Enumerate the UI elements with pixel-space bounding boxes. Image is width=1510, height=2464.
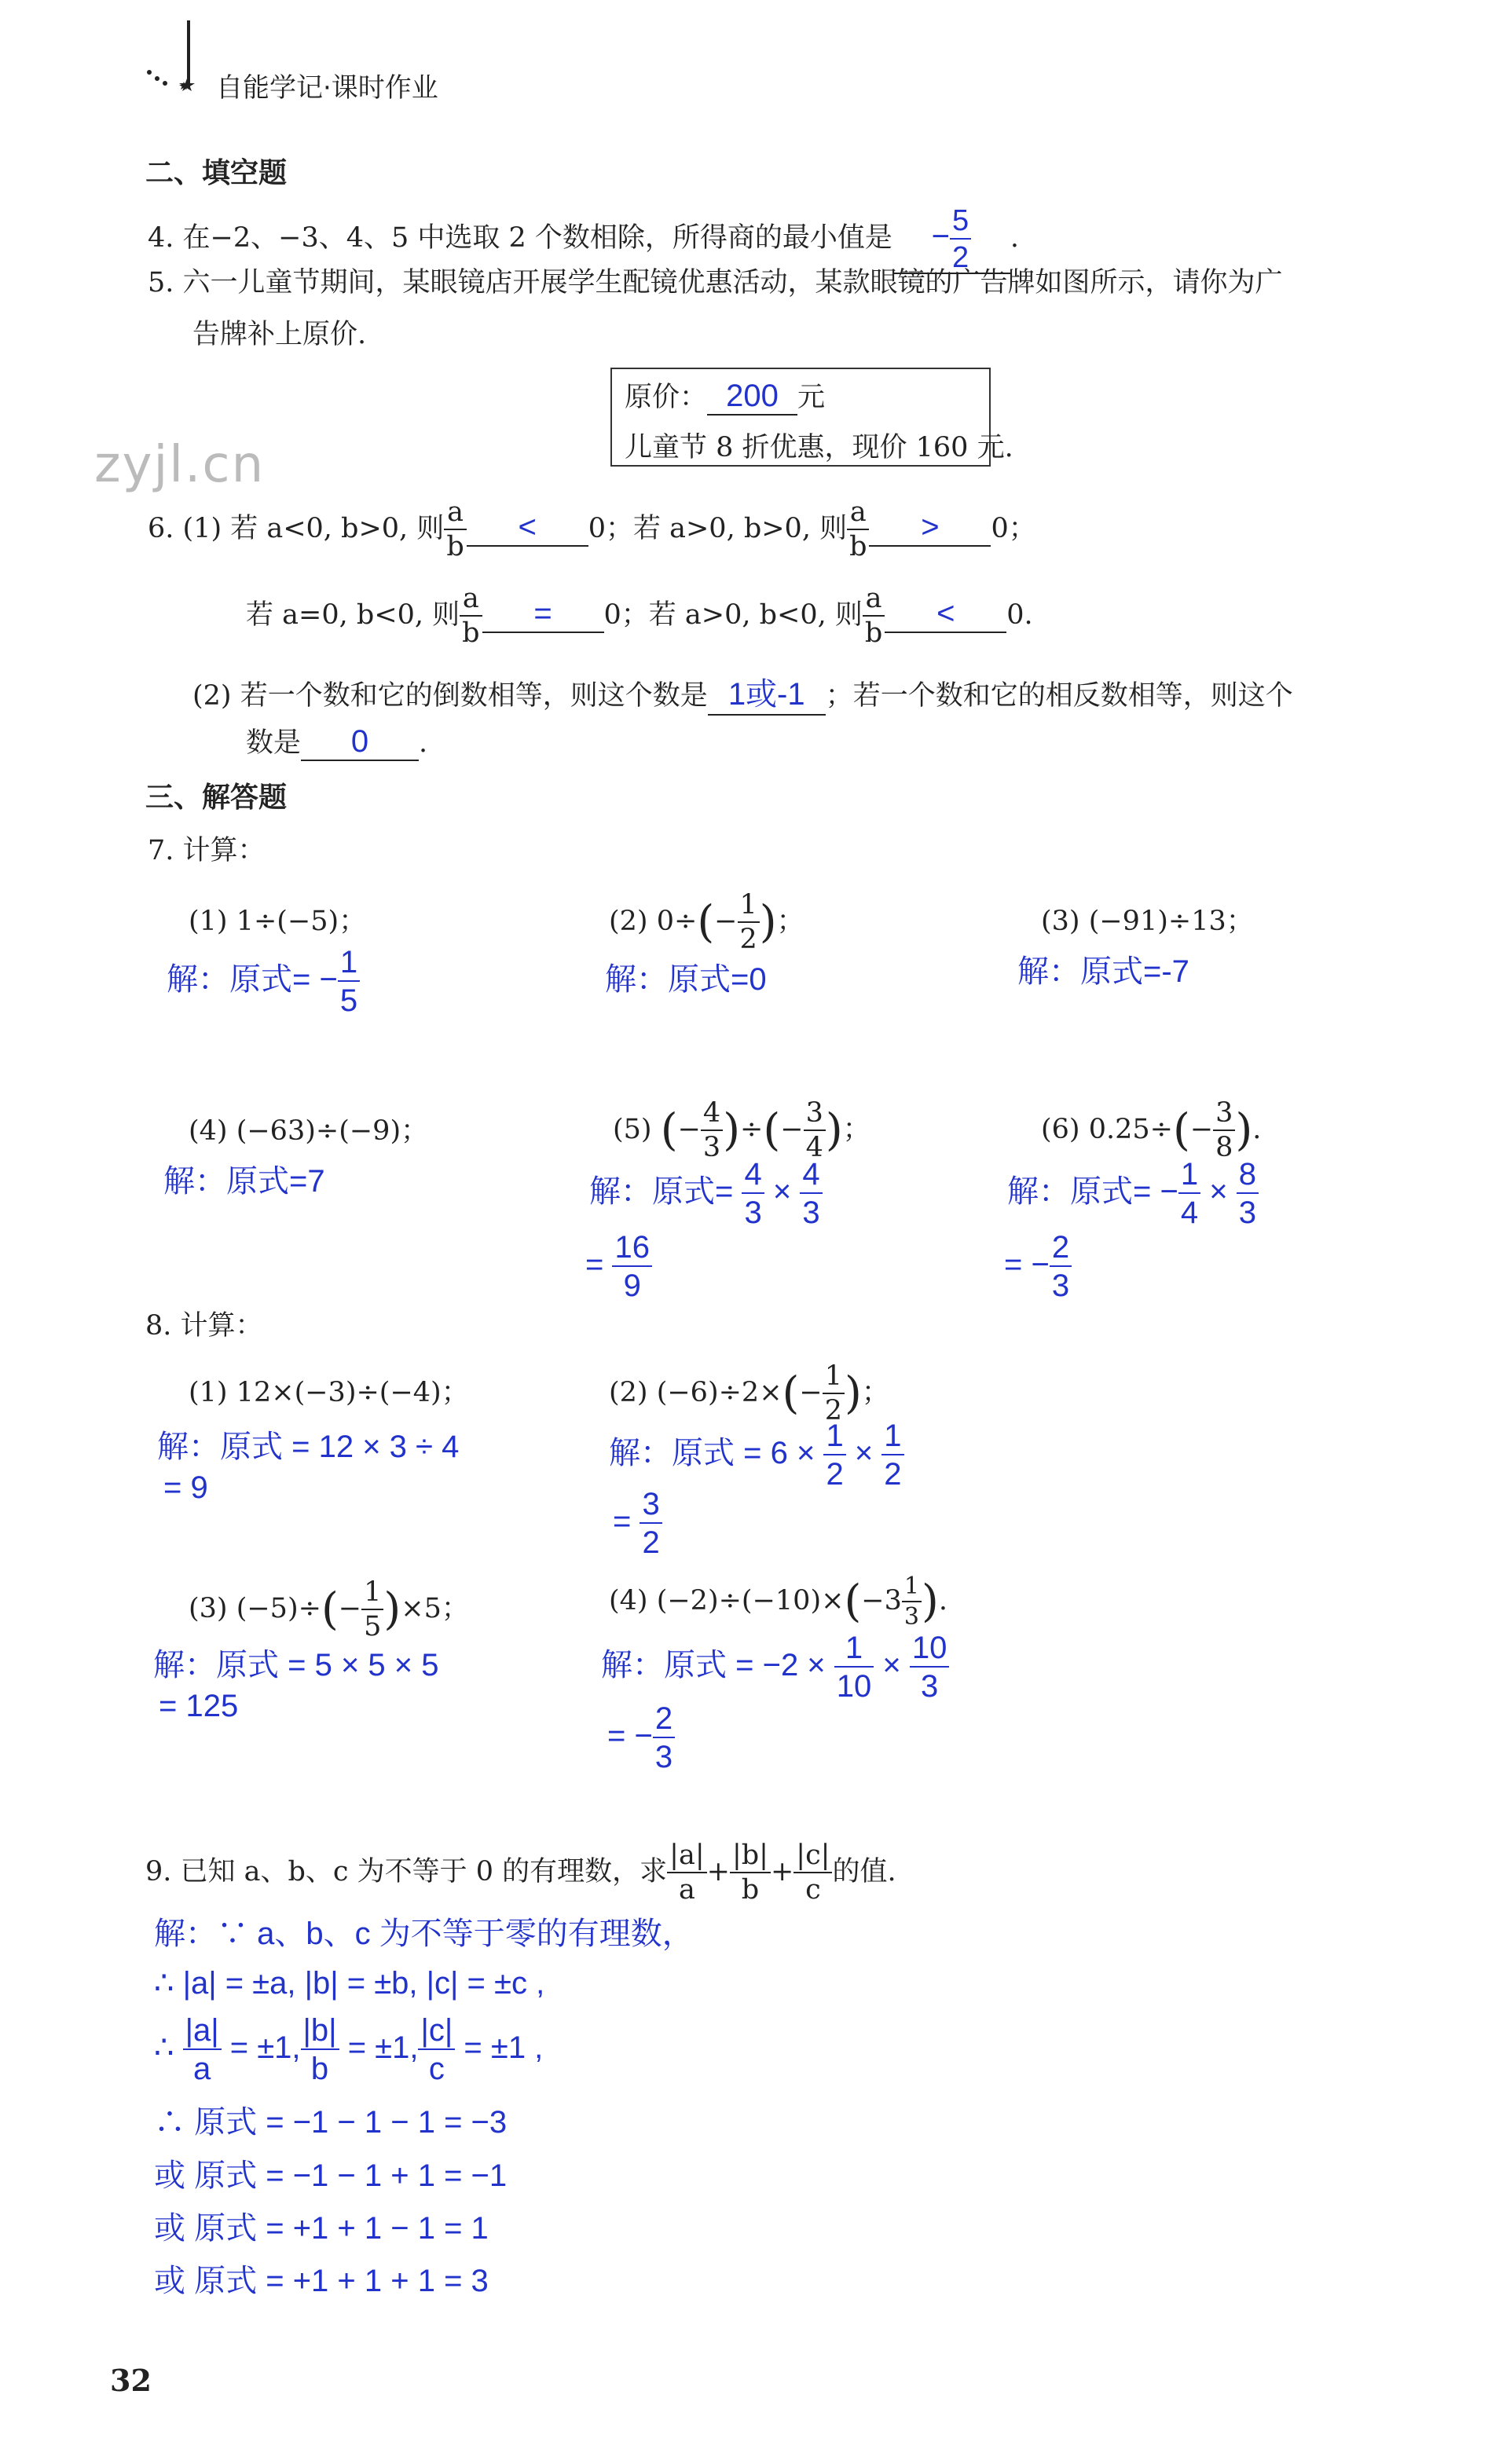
q7-part4-solution: 解：原式=7 (163, 1164, 325, 1199)
q7-part1-solution: 解：原式= − $\frac{1}{5}$ (167, 946, 360, 1016)
q9-solution-line2: ∴ |a| = ±a, |b| = ±b, |c| = ±c , (154, 1966, 545, 2001)
question-8-title: 8. 计算： (145, 1310, 263, 1342)
q9-solution-line1: 解：∵ a、b、c 为不等于零的有理数， (154, 1917, 694, 1951)
q7-part2: (2) 0÷(− $\frac{1}{2}$ )； (609, 889, 804, 955)
section-title-solve: 三、解答题 (145, 782, 288, 814)
q8-part4-result: = − $\frac{2}{3}$ (607, 1703, 675, 1773)
q9-solution-line3: ∴ $\frac{|a|}{a}$ = ±1, $\frac{|b|}{b}$ = ±1, $\frac{|c|}{c}$ = ±1 , (154, 2013, 544, 2086)
q7-part5-solution: 解：原式= $\frac{4}{3}$ × $\frac{4}{3}$ (589, 1159, 823, 1228)
page-number: 32 (110, 2363, 152, 2398)
q8-part1: (1) 12×(−3)÷(−4)； (189, 1377, 469, 1408)
q7-part3: (3) (−91)÷13； (1041, 906, 1254, 937)
q7-part6-solution: 解：原式= − $\frac{1}{4}$ × $\frac{8}{3}$ (1007, 1159, 1259, 1228)
question-5-line1: 5. 六一儿童节期间，某眼镜店开展学生配镜优惠活动，某款眼镜的广告牌如图所示，请你为广 (148, 267, 1283, 298)
star-decoration-icon (141, 17, 204, 96)
watermark: zyjl.cn (94, 436, 266, 494)
q8-part4-solution: 解：原式 = −2 × $\frac{1}{10}$ × $\frac{10}{3}$ (601, 1632, 949, 1702)
q8-part2: (2) (−6)÷2×(− $\frac{1}{2}$ )； (609, 1360, 889, 1426)
header-title: 自能学记·课时作业 (216, 72, 438, 104)
q8-part3-solution: 解：原式 = 5 × 5 × 5 (153, 1648, 439, 1682)
q7-part5-result: = $\frac{16}{9}$ (585, 1232, 652, 1302)
ad-sign-line1: 原价： 200 元 (625, 375, 825, 416)
q8-part4: (4) (−2)÷(−10)×(−3 $\frac{1}{3}$ ). (609, 1572, 947, 1631)
question-6-part2: (2) 若一个数和它的倒数相等，则这个数是 1或-1 ；若一个数和它的相反数相等，则这个 (192, 669, 1293, 716)
q7-part5: (5) (− $\frac{4}{3}$ )÷(− $\frac{3}{4}$ )； (613, 1097, 870, 1163)
q7-part1: (1) 1÷(−5)； (189, 906, 367, 937)
question-7-title: 7. 计算： (148, 835, 266, 866)
question-9: 9. 已知 a、b、c 为不等于 0 的有理数，求 $\frac{|a|}{a}$ + $\frac{|b|}{b}$ + $\frac{|c|}{c}$ 的值. (145, 1840, 896, 1906)
q8-part3-result: = 125 (159, 1689, 239, 1723)
q9-solution-line7: 或 原式 = +1 + 1 + 1 = 3 (154, 2264, 489, 2298)
q7-part2-solution: 解：原式=0 (605, 962, 767, 997)
q8-part1-solution: 解：原式 = 12 × 3 ÷ 4 (157, 1430, 460, 1464)
q7-part6-result: = − $\frac{2}{3}$ (1004, 1232, 1072, 1302)
ad-sign-line2: 儿童节 8 折优惠，现价 160 元. (625, 432, 1013, 463)
q8-part1-result: = 9 (163, 1470, 208, 1505)
q8-part2-solution: 解：原式 = 6 × $\frac{1}{2}$ × $\frac{1}{2}$ (609, 1420, 904, 1490)
q7-part6: (6) 0.25÷(− $\frac{3}{8}$ ). (1041, 1097, 1262, 1163)
q7-part4: (4) (−63)÷(−9)； (189, 1115, 429, 1147)
question-6-part1: 6. (1) 若 a<0, b>0, 则 $\frac{a}{b}$ < 0；若 a>0, b>0, 则 $\frac{a}{b}$ > 0； (148, 496, 1036, 562)
q7-part3-solution: 解：原式=-7 (1017, 954, 1189, 989)
q8-part3: (3) (−5)÷(− $\frac{1}{5}$ )×5； (189, 1576, 469, 1642)
q9-solution-line6: 或 原式 = +1 + 1 − 1 = 1 (154, 2211, 489, 2246)
question-4: 4. 在−2、−3、4、5 中选取 2 个数相除，所得商的最小值是 − $\frac{5}{2}$ . (148, 204, 1020, 274)
q9-solution-line5: 或 原式 = −1 − 1 + 1 = −1 (154, 2158, 508, 2193)
q9-solution-line4: ∴ 原式 = −1 − 1 − 1 = −3 (154, 2105, 508, 2140)
question-6-part2b: 数是 0 . (246, 721, 427, 761)
section-title-fill-blank: 二、填空题 (145, 157, 288, 189)
q8-part2-result: = $\frac{3}{2}$ (613, 1488, 662, 1558)
question-6-part1b: 若 a=0, b<0, 则 $\frac{a}{b}$ = 0；若 a>0, b<0, 则 $\frac{a}{b}$ < 0. (246, 583, 1033, 649)
question-5-line2: 告牌补上原价. (192, 319, 367, 350)
